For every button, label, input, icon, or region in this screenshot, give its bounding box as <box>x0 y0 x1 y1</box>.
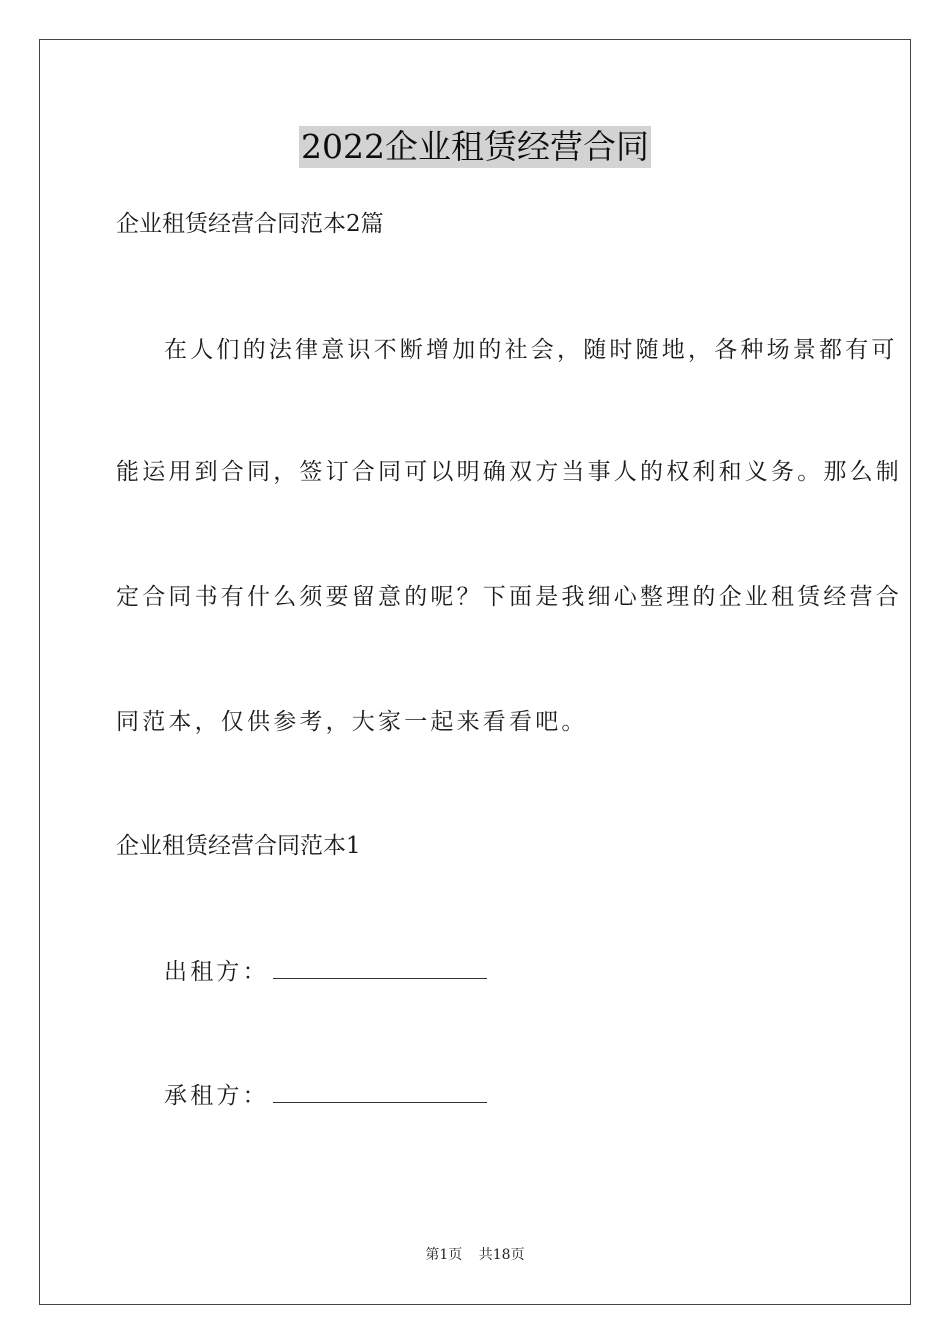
lessee-blank-line <box>273 1082 487 1103</box>
document-title: 2022企业租赁经营合同 <box>301 127 649 166</box>
section-heading: 企业租赁经营合同范本1 <box>116 833 361 859</box>
page-footer <box>0 1246 950 1264</box>
intro-line-2: 能运用到合同，签订合同可以明确双方当事人的权利和义务。那么制 <box>116 459 902 485</box>
intro-line-1: 在人们的法律意识不断增加的社会，随时随地，各种场景都有可 <box>164 337 898 363</box>
lessee-field <box>164 1081 487 1111</box>
lessor-blank-line <box>273 958 487 979</box>
lessor-label: 出租方： <box>164 959 269 985</box>
lessor-field <box>164 957 487 987</box>
lessee-label: 承租方： <box>164 1083 269 1109</box>
document-title-wrap <box>0 126 950 168</box>
document-subtitle: 企业租赁经营合同范本2篇 <box>116 211 384 237</box>
intro-line-3: 定合同书有什么须要留意的呢？下面是我细心整理的企业租赁经营合 <box>116 584 902 610</box>
total-pages: 共18页 <box>478 1247 525 1263</box>
page-number: 第1页 <box>425 1247 463 1263</box>
intro-line-4: 同范本，仅供参考，大家一起来看看吧。 <box>116 709 588 735</box>
